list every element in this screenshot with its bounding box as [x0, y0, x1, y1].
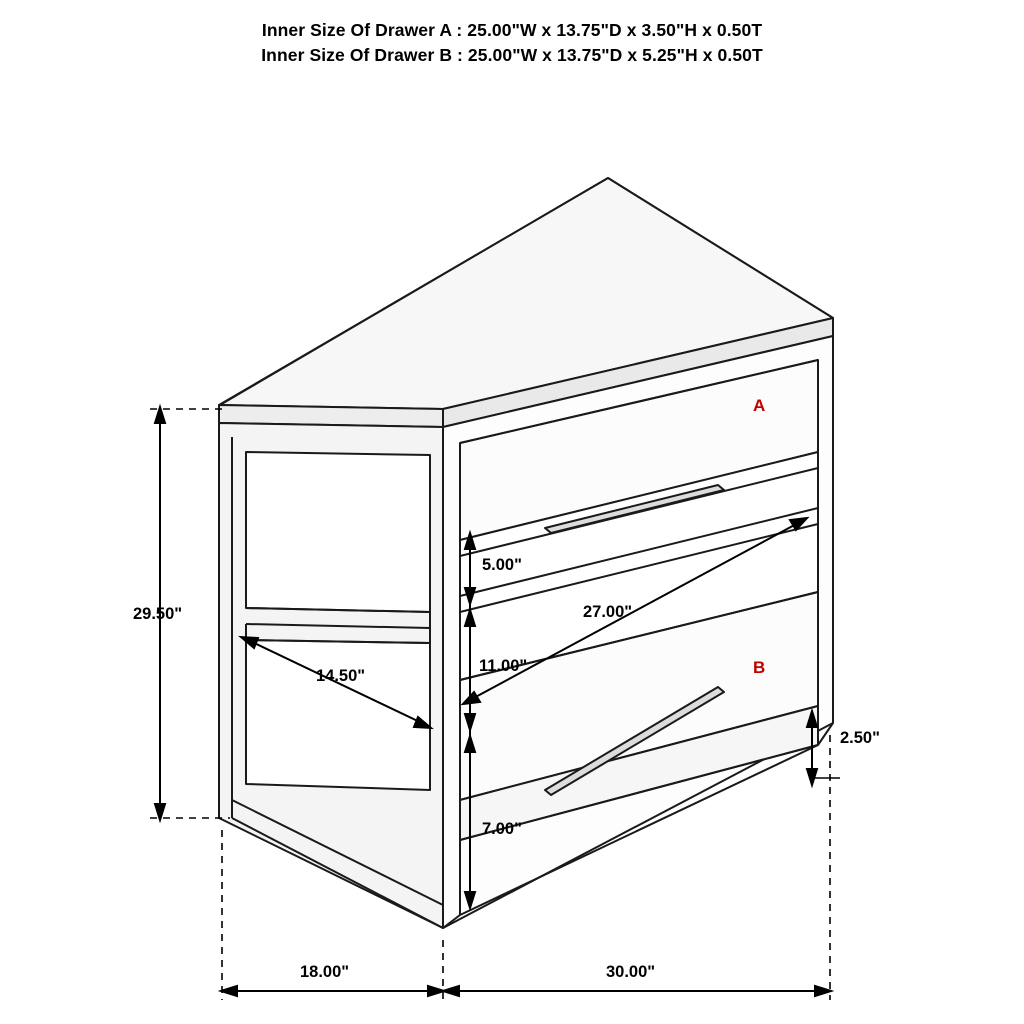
- side-open-shelf-lower: [246, 640, 430, 790]
- dim-label-depth: 18.00": [300, 963, 350, 981]
- dim-label-height: 29.50": [133, 605, 183, 623]
- dim-width-arrow-left: [443, 986, 459, 996]
- dim-base-arrow-bottom: [807, 769, 817, 785]
- dim-label-width: 30.00": [606, 963, 656, 981]
- drawer-b-marker: B: [753, 658, 766, 677]
- header-line-2: Inner Size Of Drawer B : 25.00"W x 13.75"D x 5.25"H x 0.50T: [261, 45, 763, 65]
- dim-label-base-height: 2.50": [840, 729, 880, 747]
- header-line-1: Inner Size Of Drawer A : 25.00"W x 13.75"D x 3.50"H x 0.50T: [261, 20, 763, 40]
- dim-depth-arrow-left: [221, 986, 237, 996]
- dim-label-drawer-b-opening: 7.00": [482, 820, 522, 838]
- side-open-shelf-upper: [246, 452, 430, 612]
- dim-label-mid-height: 11.00": [479, 657, 528, 675]
- dim-label-opening-width: 27.00": [583, 603, 633, 621]
- dim-label-drawer-a-opening: 5.00": [482, 556, 522, 574]
- dim-label-shelf-depth: 14.50": [316, 667, 366, 685]
- dim-width-arrow-right: [815, 986, 831, 996]
- drawer-a-marker: A: [753, 396, 766, 415]
